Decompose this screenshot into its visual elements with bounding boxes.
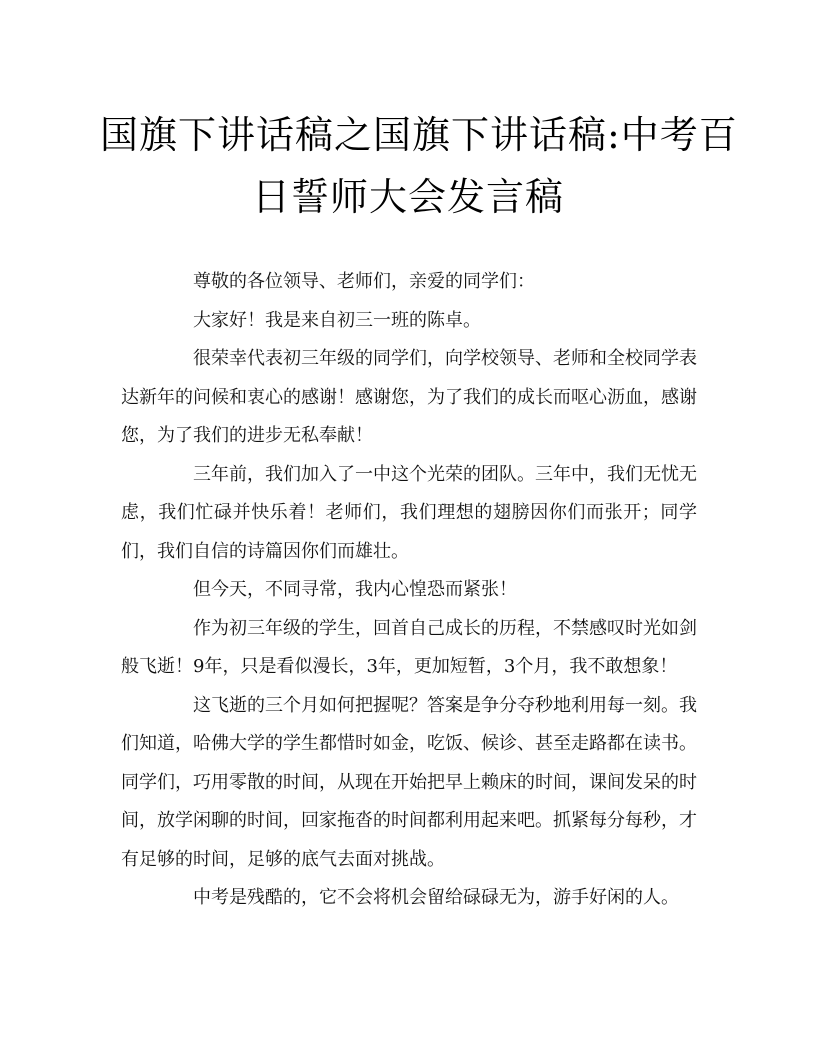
paragraph-three-months: 这飞逝的三个月如何把握呢？答案是争分夺秒地利用每一刻。我们知道，哈佛大学的学生都惜时如金，吃饭、候诊、甚至走路都在读书。同学们，巧用零散的时间，从现在开始把早上赖床的时间，课间发呆的时间，放学闲聊的时间，回家拖沓的时间都利用起来吧。抓紧每分每秒，才有足够的时间，足够的底气去面对挑战。 <box>121 694 697 870</box>
document-title <box>100 104 738 228</box>
paragraph-salutation: 尊敬的各位领导、老师们，亲爱的同学们： <box>193 271 535 292</box>
paragraph-exam: 中考是残酷的，它不会将机会留给碌碌无为，游手好闲的人。 <box>193 887 679 908</box>
paragraph-today: 但今天，不同寻常，我内心惶恐而紧张！ <box>193 579 517 600</box>
title-line-1: 国旗下讲话稿之国旗下讲话稿:中考百 <box>100 113 738 157</box>
title-line-2: 日誓师大会发言稿 <box>251 175 564 219</box>
document-body <box>121 263 697 918</box>
paragraph-three-years: 三年前，我们加入了一中这个光荣的团队。三年中，我们无忧无虑，我们忙碌并快乐着！老师们，我们理想的翅膀因你们而张开；同学们，我们自信的诗篇因你们而雄壮。 <box>121 463 697 562</box>
paragraph-time-flies: 作为初三年级的学生，回首自己成长的历程，不禁感叹时光如剑般飞逝！9年，只是看似漫长，3年，更加短暂，3个月，我不敢想象！ <box>121 617 697 677</box>
paragraph-greeting: 大家好！我是来自初三一班的陈卓。 <box>193 309 481 331</box>
paragraph-thanks: 很荣幸代表初三年级的同学们，向学校领导、老师和全校同学表达新年的问候和衷心的感谢！感谢您，为了我们的成长而呕心沥血，感谢您，为了我们的进步无私奉献！ <box>121 348 697 446</box>
